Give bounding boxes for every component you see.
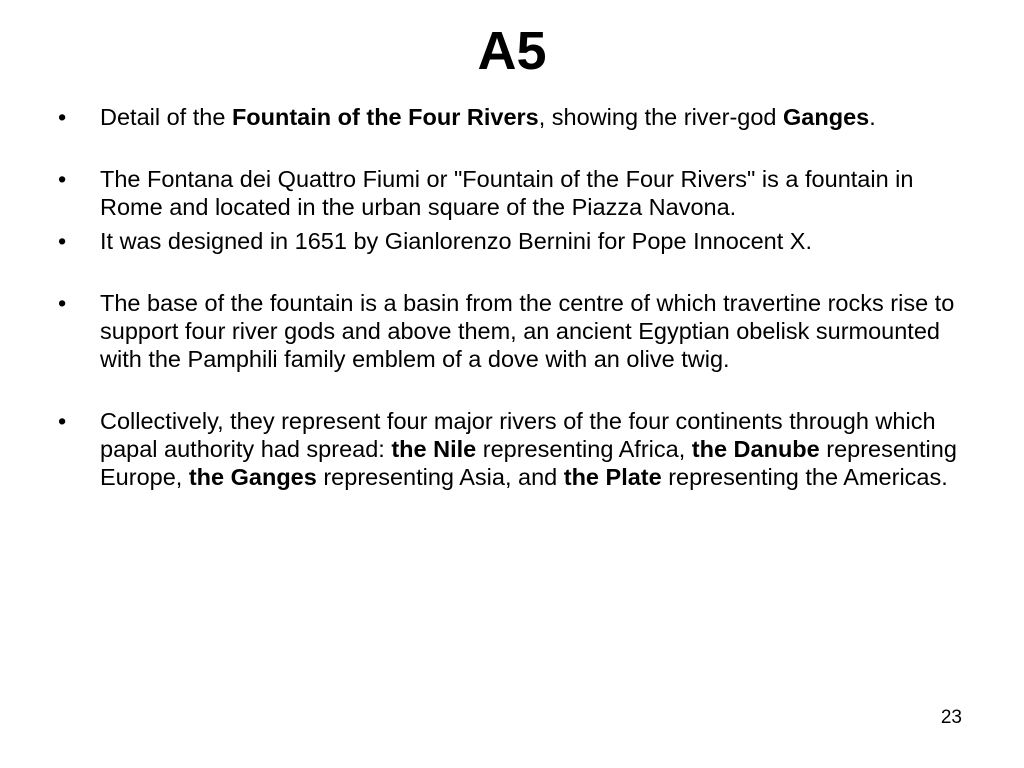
bullet-marker: •	[58, 408, 67, 434]
bullet-marker: •	[58, 104, 67, 130]
bullet-text: The base of the fountain is a basin from the centre of which travertine rocks rise to support four river gods and above them, an ancient Egyptian obelisk surmounted with the Pamphili family emblem of a dove with an olive twig.	[100, 290, 955, 372]
bullet-item	[58, 103, 978, 131]
bullet-text: representing Europe,	[100, 436, 957, 490]
bullet-bold-text: the Plate	[563, 464, 662, 490]
bullet-text: It was designed in 1651 by Gianlorenzo Bernini for Pope Innocent X.	[100, 228, 812, 254]
bullet-text: .	[869, 104, 876, 130]
bullet-marker: •	[58, 166, 67, 192]
bullet-item	[58, 227, 978, 255]
bullet-bold-text: Fountain of the Four Rivers	[231, 104, 539, 130]
bullet-list	[58, 103, 978, 491]
bullet-text: The Fontana dei Quattro Fiumi or "Fountain of the Four Rivers" is a fountain in Rome and located in the urban square of the Piazza Navona.	[100, 166, 914, 220]
bullet-bold-text: the Ganges	[188, 464, 317, 490]
bullet-text: Collectively, they represent four major rivers of the four continents through which papal authority had spread:	[100, 408, 936, 462]
bullet-bold-text: the Danube	[691, 436, 820, 462]
slide-title: A5	[477, 21, 547, 81]
bullet-text: representing the Americas.	[661, 464, 948, 490]
bullet-text: representing Africa,	[476, 436, 692, 462]
bullet-text: representing Asia, and	[316, 464, 564, 490]
bullet-bold-text: the Nile	[391, 436, 477, 462]
bullet-text: Detail of the	[100, 104, 232, 130]
bullet-bold-text: Ganges	[783, 104, 870, 130]
bullet-item	[58, 165, 978, 221]
bullet-marker: •	[58, 228, 67, 254]
bullet-item	[58, 407, 978, 491]
bullet-text: , showing the river-god	[538, 104, 784, 130]
slide-number: 23	[940, 707, 962, 728]
bullet-marker: •	[58, 290, 67, 316]
bullet-item	[58, 289, 978, 373]
